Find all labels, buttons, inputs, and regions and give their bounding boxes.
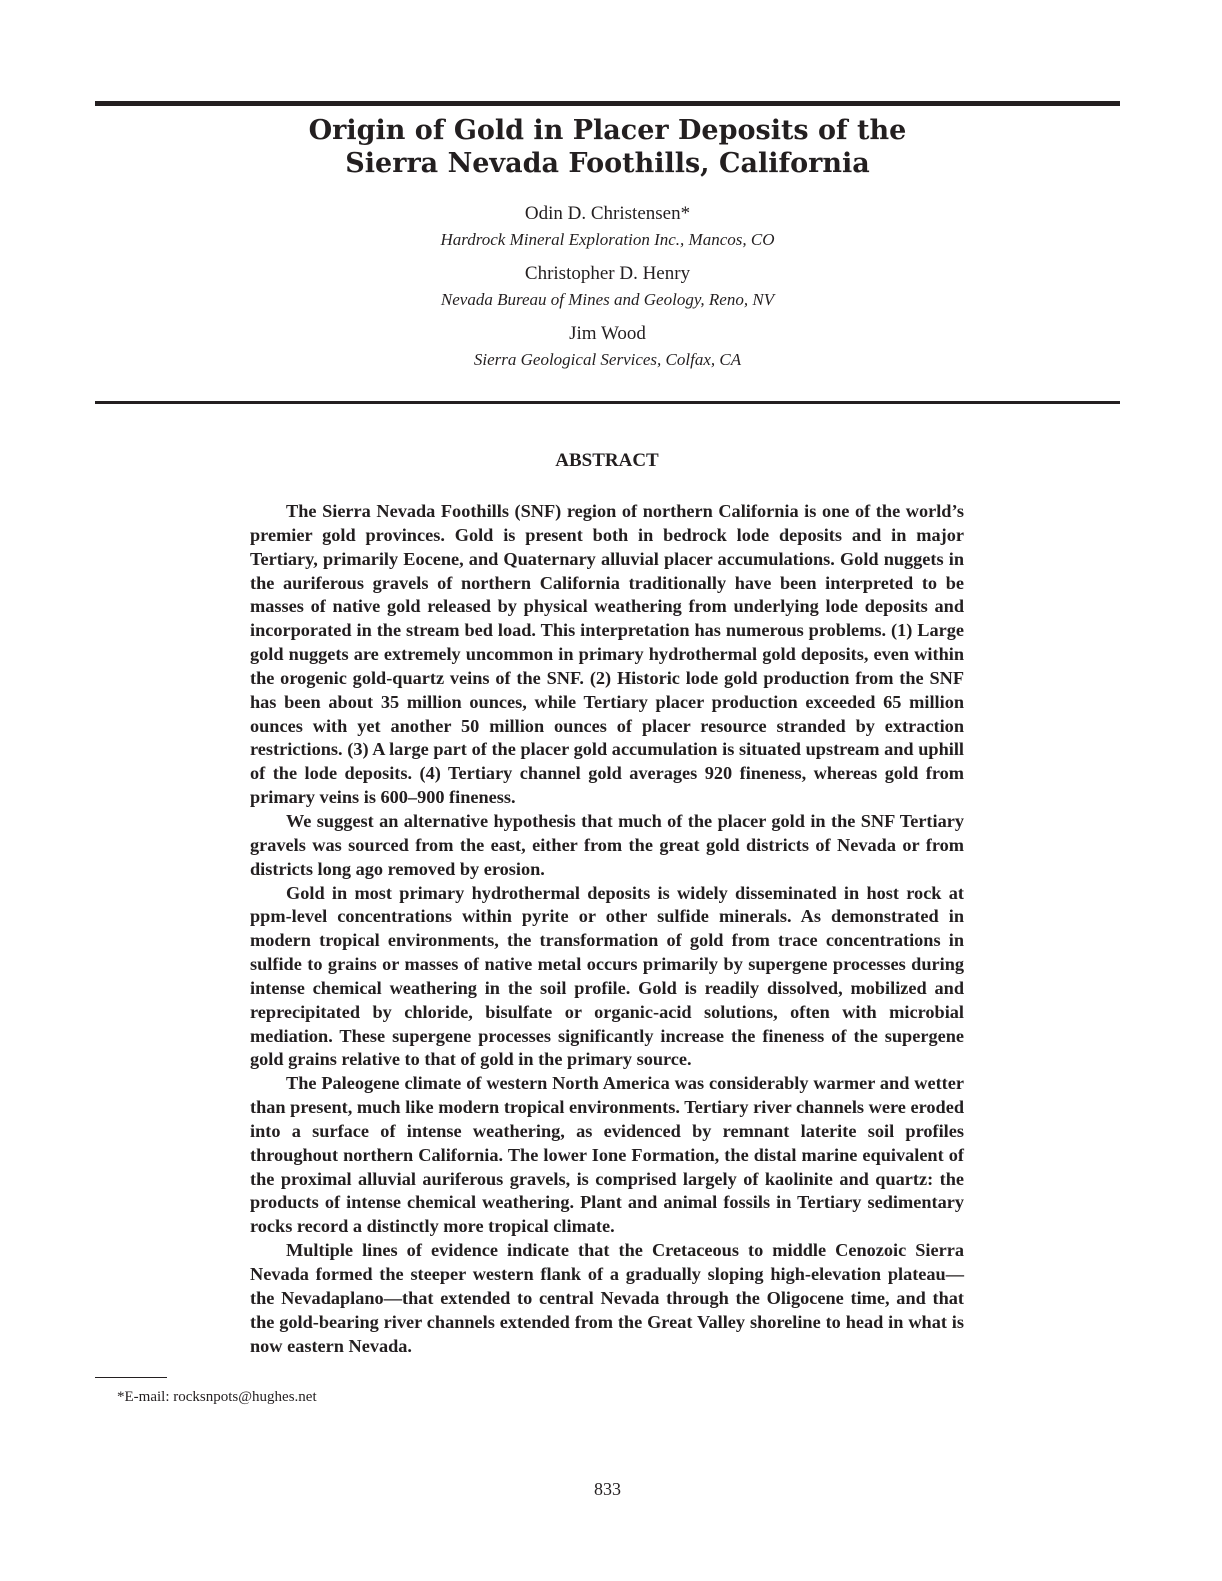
abstract-paragraph: The Paleogene climate of western North America was considerably warmer and wetter than present, much like modern tropical environments. Tertiary river channels were eroded into a surface of intense weathering, as evidenced by remnant laterite soil profiles throughout northern California. The lower Ione Formation, the distal marine equivalent of the proximal alluvial auriferous gravels, is comprised largely of kaolinite and quartz: the products of intense chemical weathering. Plant and animal fossils in Tertiary sedimentary rocks record a distinctly more tropical climate. bbox=[250, 1073, 964, 1237]
abstract-paragraph: The Sierra Nevada Foothills (SNF) region of northern California is one of the world’s premier gold provinces. Gold is present both in bedrock lode deposits and in major Tertiary, primarily Eocene, and Quaternary alluvial placer accumulations. Gold nuggets in the auriferous gravels of northern California traditionally have been interpreted to be masses of native gold released by physical weathering from underlying lode deposits and incorporated in the stream bed load. This interpretation has numerous problems. (1) Large gold nuggets are extremely uncommon in primary hydrothermal gold deposits, even within the orogenic gold-quartz veins of the SNF. (2) Historic lode gold production from the SNF has been about 35 million ounces, while Tertiary placer production exceeded 65 million ounces with yet another 50 million ounces of placer resource stranded by extraction restrictions. (3) A large part of the placer gold accumulation is situated upstream and uphill of the lode deposits. (4) Tertiary channel gold averages 920 fineness, whereas gold from primary veins is 600–900 fineness. bbox=[250, 501, 964, 808]
author-name: Jim Wood bbox=[569, 323, 646, 344]
author-block bbox=[95, 201, 1120, 253]
author-affiliation: Sierra Geological Services, Colfax, CA bbox=[473, 350, 742, 369]
title-line-1: Origin of Gold in Placer Deposits of the bbox=[308, 115, 907, 146]
author-block bbox=[95, 261, 1120, 313]
abstract-heading: ABSTRACT bbox=[555, 450, 659, 471]
abstract-body bbox=[250, 500, 964, 1358]
footnote: *E-mail: rocksnpots@hughes.net bbox=[117, 1389, 317, 1405]
abstract-paragraph: Gold in most primary hydrothermal deposits is widely disseminated in host rock at ppm-level concentrations within pyrite or other sulfide minerals. As demonstrated in modern tropical environments, the transformation of gold from trace concentrations in sulfide to grains or masses of native metal occurs primarily by supergene processes during intense chemical weathering in the soil profile. Gold is readily dissolved, mobilized and reprecipitated by chloride, bisulfate or organic-acid solutions, often with microbial mediation. These supergene processes significantly increase the fineness of the supergene gold grains relative to that of gold in the primary source. bbox=[250, 882, 964, 1070]
abstract-paragraph: We suggest an alternative hypothesis that much of the placer gold in the SNF Tertiary gravels was sourced from the east, either from the great gold districts of Nevada or from districts long ago removed by erosion. bbox=[250, 810, 964, 879]
paper-title bbox=[95, 114, 1120, 180]
section-rule bbox=[95, 401, 1120, 404]
top-rule bbox=[95, 101, 1120, 106]
author-affiliation: Nevada Bureau of Mines and Geology, Reno, NV bbox=[440, 290, 775, 309]
author-list bbox=[95, 201, 1120, 381]
title-line-2: Sierra Nevada Foothills, California bbox=[345, 148, 870, 179]
page-number: 833 bbox=[594, 1479, 621, 1499]
abstract-paragraph: Multiple lines of evidence indicate that the Cretaceous to middle Cenozoic Sierra Nevada formed the steeper western flank of a gradually sloping high-elevation plateau—the Nevadaplano—that extended to central Nevada through the Oligocene time, and that the gold-bearing river channels extended from the Great Valley shoreline to head in what is now eastern Nevada. bbox=[250, 1240, 964, 1356]
author-affiliation: Hardrock Mineral Exploration Inc., Mancos, CO bbox=[440, 230, 775, 249]
footnote-rule bbox=[95, 1377, 167, 1378]
author-name: Christopher D. Henry bbox=[524, 263, 691, 284]
author-name: Odin D. Christensen* bbox=[524, 203, 691, 224]
author-block bbox=[95, 321, 1120, 373]
